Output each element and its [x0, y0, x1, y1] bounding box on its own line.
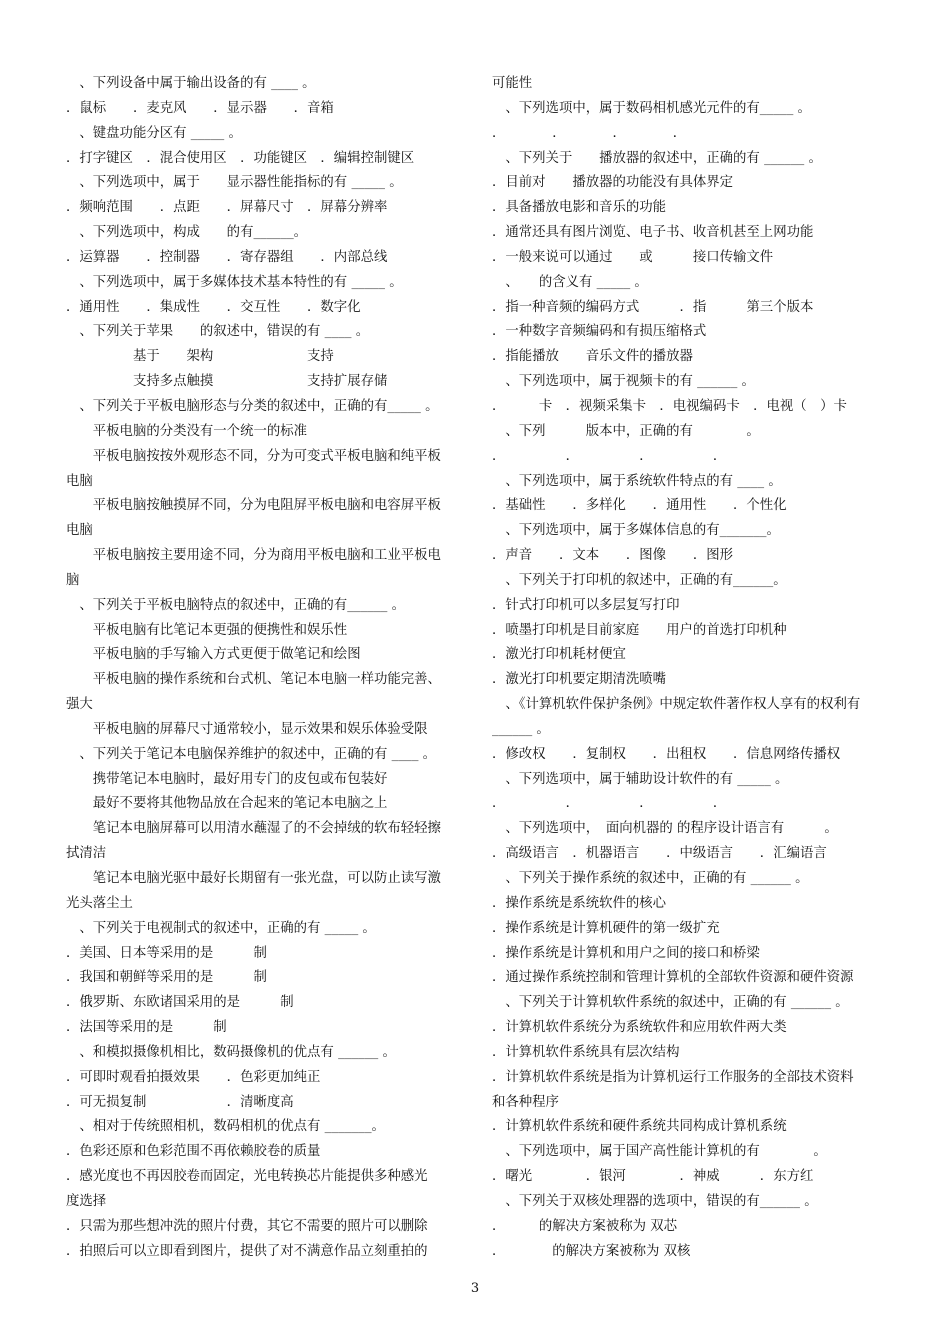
text-line: ．高级语言 ．机器语言 ．中级语言 ．汇编语言: [492, 846, 827, 862]
text-line: 、下列关于计算机软件系统的叙述中，正确的有 ______ 。: [492, 995, 849, 1011]
text-line: 和各种程序: [492, 1094, 559, 1110]
text-line: 、下列选项中，属于多媒体信息的有_______。: [492, 523, 780, 539]
text-line: 、下列 版本中，正确的有 。: [492, 423, 760, 439]
text-line: 、下列选项中，属于多媒体技术基本特性的有 _____ 。: [66, 274, 403, 290]
text-line: ．激光打印机要定期清洗喷嘴: [492, 672, 667, 688]
text-line: 、下列选项中，构成 的有______。: [66, 225, 308, 241]
text-line: 、相对于传统照相机，数码相机的优点有 _______。: [66, 1119, 385, 1135]
text-line: 携带笔记本电脑时，最好用专门的皮包或布包装好: [66, 771, 388, 787]
text-line: 最好不要将其他物品放在合起来的笔记本电脑之上: [66, 796, 388, 812]
text-line: ．曙光 ．银河 ．神威 ．东方红: [492, 1169, 814, 1185]
page-number: 3: [470, 1281, 480, 1296]
text-line: 平板电脑按按外观形态不同，分为可变式平板电脑和纯平板: [66, 448, 441, 464]
text-line: 平板电脑的分类没有一个统一的标准: [66, 423, 308, 439]
text-line: 支持多点触摸 支持扩展存储: [66, 374, 388, 390]
text-line: ．只需为那些想冲洗的照片付费，其它不需要的照片可以删除: [66, 1218, 428, 1234]
text-line: ．基础性 ．多样化 ．通用性 ．个性化: [492, 498, 787, 514]
text-line: ．激光打印机耗材便宜: [492, 647, 626, 663]
text-line: ．通用性 ．集成性 ．交互性 ．数字化: [66, 299, 361, 315]
text-line: ．修改权 ．复制权 ．出租权 ．信息网络传播权: [492, 746, 841, 762]
text-line: ．色彩还原和色彩范围不再依赖胶卷的质量: [66, 1144, 321, 1160]
text-line: 、 的含义有 _____ 。: [492, 274, 648, 290]
text-line: ．指能播放 音乐文件的播放器: [492, 349, 693, 365]
text-line: ．具备播放电影和音乐的功能: [492, 200, 667, 216]
text-line: 、下列关于操作系统的叙述中，正确的有 ______ 。: [492, 871, 809, 886]
text-line: ．俄罗斯、东欧诸国采用的是 制: [66, 995, 294, 1011]
text-line: ．通常还具有图片浏览、电子书、收音机甚至上网功能: [492, 225, 814, 241]
text-line: 、下列关于笔记本电脑保养维护的叙述中，正确的有 ____ 。: [66, 746, 437, 762]
text-line: 脑: [66, 572, 80, 588]
right-column: [492, 72, 892, 1265]
text-line: 平板电脑的屏幕尺寸通常较小，显示效果和娱乐体验受限: [66, 721, 428, 737]
text-line: ．感光度也不再因胶卷而固定，光电转换芯片能提供多种感光: [66, 1169, 428, 1185]
text-line: 、下列关于 播放器的叙述中，正确的有 ______ 。: [492, 150, 822, 166]
text-line: 、下列关于打印机的叙述中，正确的有______。: [492, 572, 787, 588]
text-line: 、下列关于电视制式的叙述中，正确的有 _____ 。: [66, 920, 376, 936]
text-line: 电脑: [66, 473, 93, 489]
text-line: 基于 架构 支持: [66, 349, 334, 365]
text-line: 、下列设备中属于输出设备的有 ____ 。: [66, 76, 316, 91]
text-line: ．操作系统是计算机和用户之间的接口和桥梁: [492, 945, 760, 961]
text-line: 平板电脑按主要用途不同，分为商用平板电脑和工业平板电: [66, 548, 441, 564]
text-line: ．打字键区 ．混合使用区 ．功能键区 ．编辑控制键区: [66, 150, 415, 166]
text-line: 电脑: [66, 523, 93, 539]
left-column: [66, 72, 466, 1265]
text-line: ． ． ． ．: [492, 796, 727, 812]
text-line: ．计算机软件系统和硬件系统共同构成计算机系统: [492, 1119, 787, 1135]
text-line: 、键盘功能分区有 _____ 。: [66, 125, 242, 141]
text-line: ．操作系统是系统软件的核心: [492, 895, 667, 911]
text-line: 笔记本电脑屏幕可以用清水蘸湿了的不会掉绒的软布轻轻擦: [66, 821, 441, 837]
text-line: 、下列选项中，属于 显示器性能指标的有 _____ 。: [66, 175, 403, 191]
text-line: 、《计算机软件保护条例》中规定软件著作权人享有的权利有: [492, 697, 861, 713]
text-line: ． ． ． ．: [492, 448, 727, 464]
text-line: 强大: [66, 697, 93, 713]
text-line: ． 卡 ．视频采集卡 ．电视编码卡 ．电视（ ）卡: [492, 398, 847, 414]
text-line: ．运算器 ．控制器 ．寄存器组 ．内部总线: [66, 249, 388, 265]
text-line: ．鼠标 ．麦克风 ．显示器 ．音箱: [66, 100, 334, 116]
text-line: 平板电脑的手写输入方式更便于做笔记和绘图: [66, 647, 361, 663]
text-line: ．计算机软件系统是指为计算机运行工作服务的全部技术资料: [492, 1069, 854, 1085]
text-line: ．一般来说可以通过 或 接口传输文件: [492, 249, 774, 265]
text-line: 拭清洁: [66, 846, 107, 862]
text-line: 、下列选项中，属于系统软件特点的有 ____ 。: [492, 473, 782, 489]
text-line: ．喷墨打印机是目前家庭 用户的首选打印机种: [492, 622, 787, 638]
text-line: 、下列选项中，属于视频卡的有 ______ 。: [492, 374, 755, 390]
text-line: ．法国等采用的是 制: [66, 1020, 227, 1036]
text-line: 光头落尘土: [66, 895, 133, 911]
text-line: ． ． ． ．: [492, 125, 687, 141]
text-line: 平板电脑的操作系统和台式机、笔记本电脑一样功能完善、: [66, 672, 441, 688]
text-line: ______ 。: [492, 721, 550, 737]
text-line: 、和模拟摄像机相比，数码摄像机的优点有 ______ 。: [66, 1044, 396, 1060]
text-line: 、下列选项中， 面向机器的 的程序设计语言有 。: [492, 821, 838, 837]
text-line: 可能性: [492, 76, 533, 91]
text-line: ．美国、日本等采用的是 制: [66, 945, 267, 961]
text-line: 平板电脑有比笔记本更强的便携性和娱乐性: [66, 622, 348, 638]
text-line: ．操作系统是计算机硬件的第一级扩充: [492, 920, 720, 936]
text-line: ． 的解决方案被称为 双核: [492, 1243, 691, 1259]
text-line: 、下列关于平板电脑形态与分类的叙述中，正确的有_____ 。: [66, 398, 439, 414]
text-line: ．我国和朝鲜等采用的是 制: [66, 970, 267, 986]
text-line: 笔记本电脑光驱中最好长期留有一张光盘，可以防止读写激: [66, 871, 441, 886]
text-line: ． 的解决方案被称为 双芯: [492, 1218, 678, 1234]
text-line: ．频响范围 ．点距 ．屏幕尺寸 ．屏幕分辨率: [66, 200, 388, 216]
text-line: 、下列选项中，属于国产高性能计算机的有 。: [492, 1144, 827, 1160]
text-line: ．针式打印机可以多层复写打印: [492, 597, 680, 613]
text-line: 度选择: [66, 1193, 107, 1209]
text-line: ．可无损复制 ．清晰度高: [66, 1094, 294, 1110]
text-line: 、下列关于平板电脑特点的叙述中，正确的有______ 。: [66, 597, 406, 613]
text-line: ．目前对 播放器的功能没有具体界定: [492, 175, 734, 191]
text-line: ．拍照后可以立即看到图片，提供了对不满意作品立刻重拍的: [66, 1243, 428, 1259]
text-line: 、下列选项中，属于数码相机感光元件的有_____ 。: [492, 100, 811, 116]
text-line: ．计算机软件系统分为系统软件和应用软件两大类: [492, 1020, 787, 1036]
text-line: 、下列关于苹果 的叙述中，错误的有 ____ 。: [66, 324, 370, 340]
text-line: ．一种数字音频编码和有损压缩格式: [492, 324, 707, 340]
text-line: ．通过操作系统控制和管理计算机的全部软件资源和硬件资源: [492, 970, 854, 986]
text-line: ．声音 ．文本 ．图像 ．图形: [492, 548, 734, 564]
text-line: 、下列选项中，属于辅助设计软件的有 _____ 。: [492, 771, 789, 787]
text-line: 平板电脑按触摸屏不同，分为电阻屏平板电脑和电容屏平板: [66, 498, 441, 514]
text-line: 、下列关于双核处理器的选项中，错误的有______ 。: [492, 1193, 818, 1209]
text-line: ．可即时观看拍摄效果 ．色彩更加纯正: [66, 1069, 321, 1085]
text-line: ．指一种音频的编码方式 ．指 第三个版本: [492, 299, 814, 315]
text-line: ．计算机软件系统具有层次结构: [492, 1044, 680, 1060]
